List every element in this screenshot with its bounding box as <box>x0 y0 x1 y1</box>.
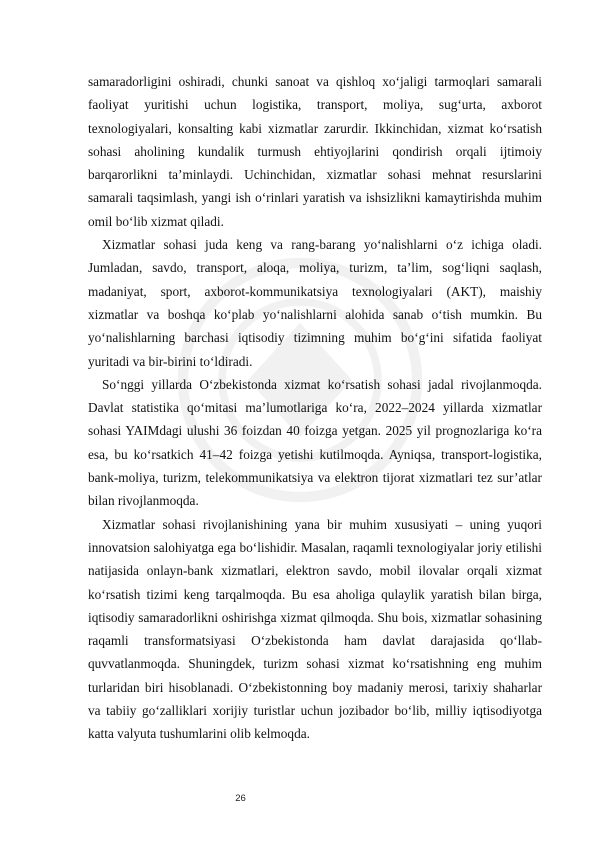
page-number: 26 <box>235 793 246 804</box>
paragraph-1: samaradorligini oshiradi, chunki sanoat va qishloq xo‘jaligi tarmoqlari samarali faoliyat yuritishi uchun logistika, transport, moliya, sug‘urta, axborot texnologiyalari, konsalting kabi xizmatlar zarurdir. Ikkinchidan, xizmat ko‘rsatish sohasi aholining kundalik turmush ehtiyojlarini qondirish orqali ijtimoiy barqarorlikni ta’minlaydi. Uchinchidan, xizmatlar sohasi mehnat resurslarini samarali taqsimlash, yangi ish o‘rinlari yaratish va ishsizlikni kamaytirishda muhim omil bo‘lib xizmat qiladi. <box>88 74 542 229</box>
page-footer <box>0 793 595 804</box>
paragraph-2: Xizmatlar sohasi juda keng va rang-barang yo‘nalishlarni o‘z ichiga oladi. Jumladan, savdo, transport, aloqa, moliya, turizm, ta’lim, sog‘liqni saqlash, madaniyat, sport, axborot-kommunikatsiya texnologiyalari (AKT), maishiy xizmatlar va boshqa ko‘plab yo‘nalishlarni alohida sanab o‘tish mumkin. Bu yo‘nalishlarning barchasi iqtisodiy tizimning muhim bo‘g‘ini sifatida faoliyat yuritadi va bir-birini to‘ldiradi. <box>88 237 542 369</box>
paragraph-3: So‘nggi yillarda O‘zbekistonda xizmat ko‘rsatish sohasi jadal rivojlanmoqda. Davlat statistika qo‘mitasi ma’lumotlariga ko‘ra, 2022–2024 yillarda xizmatlar sohasi YAIMdagi ulushi 36 foizdan 40 foizga yetgan. 2025 yil prognozlariga ko‘ra esa, bu ko‘rsatkich 41–42 foizga yetishi kutilmoqda. Ayniqsa, transport-logistika, bank-moliya, turizm, telekommunikatsiya va elektron tijorat xizmatlari tez sur’atlar bilan rivojlanmoqda. <box>88 376 542 509</box>
body-text <box>88 70 542 746</box>
paragraph-4: Xizmatlar sohasi rivojlanishining yana bir muhim xususiyati – uning yuqori innovatsion salohiyatga ega bo‘lishidir. Masalan, raqamli texnologiyalar joriy etilishi natijasida onlayn-bank xizmatlari, elektron savdo, mobil ilovalar orqali xizmat ko‘rsatish tizimi keng tarqalmoqda. Bu esa aholiga qulaylik yaratish bilan birga, iqtisodiy samaradorlikni oshirishga xizmat qilmoqda. Shu bois, xizmatlar sohasining raqamli transformatsiyasi O‘zbekistonda ham davlat darajasida qo‘llab-quvvatlanmoqda. Shuningdek, turizm sohasi xizmat ko‘rsatishning eng muhim turlaridan biri hisoblanadi. O‘zbekistonning boy madaniy merosi, tarixiy shaharlar va tabiiy go‘zalliklari xorijiy turistlar uchun jozibador bo‘lib, milliy iqtisodiyotga katta valyuta tushumlarini olib kelmoqda. <box>88 516 542 742</box>
